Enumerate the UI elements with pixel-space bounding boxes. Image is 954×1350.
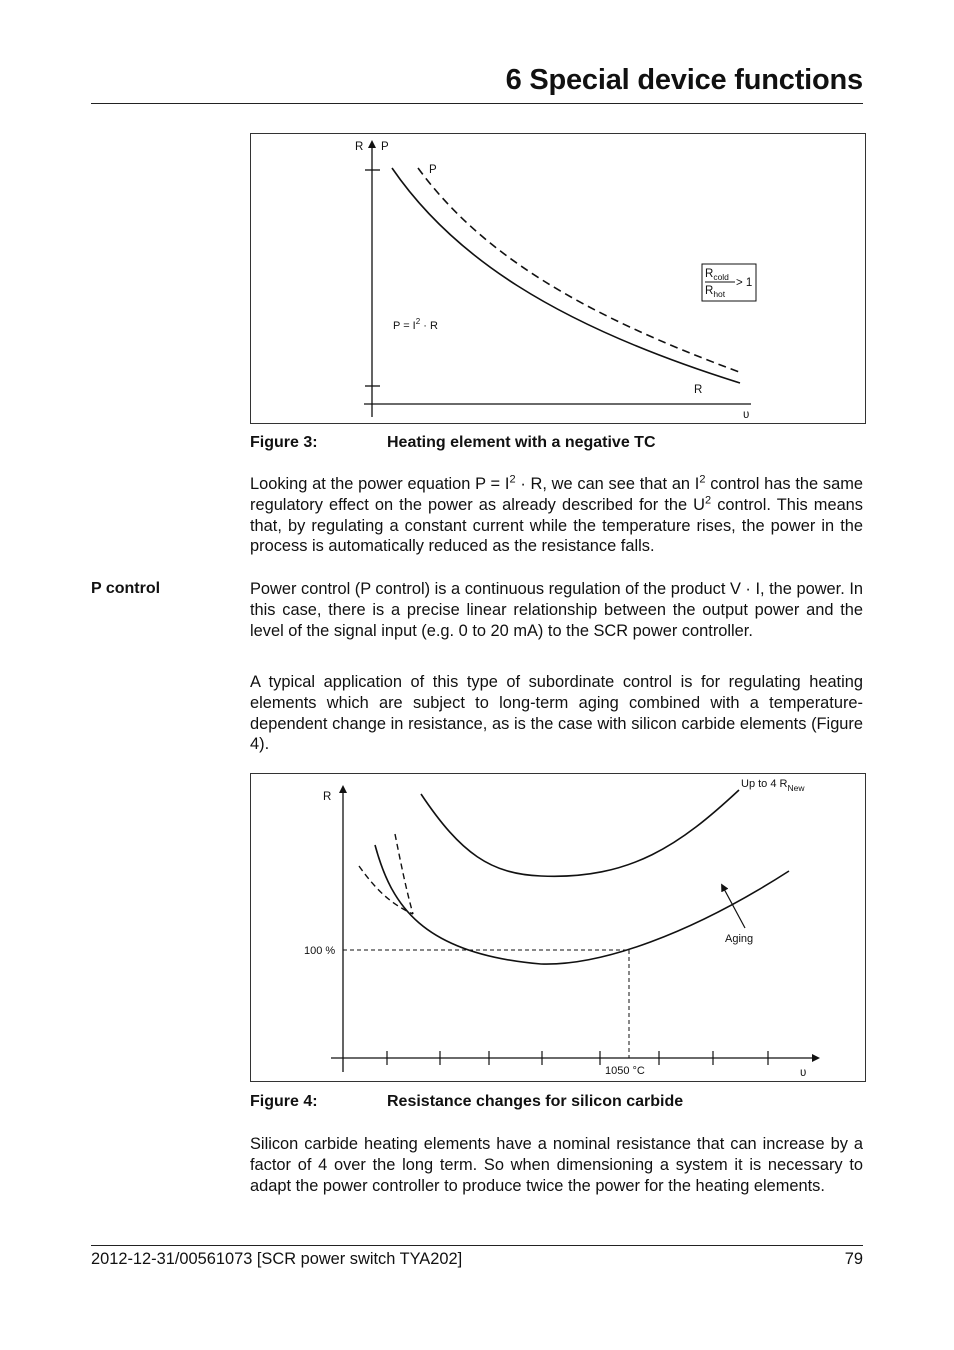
fig3-x-label: υ (743, 409, 750, 421)
paragraph-application: A typical application of this type of subordinate control is for regulating heating elements which are subject to long-term aging combined with a temperature-dependent change in resistance, as is the case with silicon carbide elements (Figure 4). (250, 673, 863, 754)
footer-doc-ref: 2012-12-31/00561073 [SCR power switch TYA202] (91, 1250, 463, 1268)
fig3-ratio-top: $R_{cold}$ (705, 268, 729, 282)
figure-4-diagram (251, 774, 865, 1081)
paragraph-silicon-carbide: Silicon carbide heating elements have a nominal resistance that can increase by a factor of 4 over the long term. So when dimensioning a system it is necessary to adapt the power controller to produce twice the power for the heating elements. (250, 1135, 863, 1195)
figure-4-box (250, 773, 866, 1082)
header-rule (91, 103, 863, 104)
fig4-y-label: R (323, 791, 332, 803)
fig3-ratio-rel: > 1 (736, 277, 753, 289)
figure-3-number: Figure 3: (250, 434, 318, 451)
fig3-p-curve (418, 168, 742, 373)
fig4-upper-curve (421, 790, 739, 876)
chapter-title: 6 Special device functions (505, 64, 863, 96)
fig3-p-curve-label: P (429, 164, 437, 176)
fig4-aging-label: Aging (725, 933, 754, 945)
fig3-ratio-bottom: $R_{hot}$ (705, 285, 726, 299)
fig4-1050-label: 1050 °C (605, 1065, 645, 1077)
p-control-heading: P control (91, 580, 161, 597)
figure-4-number: Figure 4: (250, 1093, 318, 1110)
fig4-dashed-curve-right (395, 834, 413, 914)
fig3-y-label-r: R (355, 141, 364, 153)
fig4-x-label: υ (800, 1067, 807, 1079)
fig4-100-label: 100 % (304, 945, 336, 957)
fig3-y-label-p: P (381, 141, 389, 153)
fig3-equation: $P = I^2 \cdot R$ (393, 317, 438, 332)
figure-3-title: Heating element with a negative TC (387, 434, 656, 451)
fig3-r-curve-label: R (694, 384, 703, 396)
figure-4-title: Resistance changes for silicon carbide (387, 1093, 684, 1110)
figure-3-box (250, 133, 866, 424)
page-number: 79 (844, 1250, 863, 1268)
footer-rule (91, 1245, 863, 1246)
fig4-upto-label: Up to 4 $R_{New}$ (741, 778, 805, 793)
figure-3-diagram (251, 134, 865, 423)
fig4-lower-curve (375, 845, 789, 964)
paragraph-p-control: Power control (P control) is a continuous regulation of the product V · I, the power. In this case, there is a precise linear relationship between the output power and the level of the signal input (e.g. 0 to 20 mA) to the SCR power controller. (250, 580, 863, 640)
fig4-dashed-curve-left (359, 866, 413, 914)
paragraph-power-equation: Looking at the power equation $P = I^2 \cdot R$, we can see that an $I^2$ control has the same regulatory effect on the power as already described for the $U^2$ control. This means that, by regulating a constant current while the temperature rises, the power in the process is automatically reduced as the resistance falls. (250, 473, 863, 556)
